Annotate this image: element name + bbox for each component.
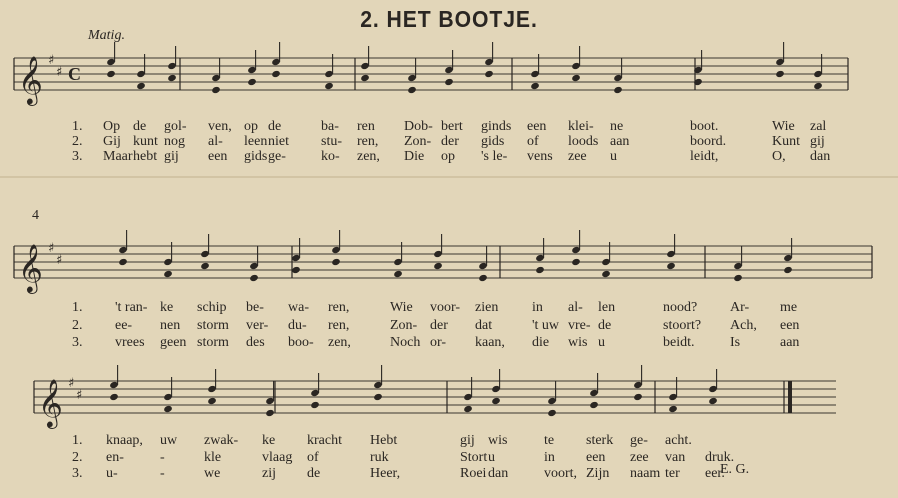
verse-number: 2. bbox=[72, 450, 83, 465]
lyric-syllable: ee- bbox=[115, 318, 133, 333]
note-head bbox=[478, 274, 488, 282]
lyric-syllable: gij bbox=[810, 134, 825, 149]
note-head bbox=[571, 258, 581, 266]
lyric-syllable: ke bbox=[262, 433, 276, 448]
verse-number: 2. bbox=[72, 318, 83, 333]
lyric-syllable: Maar bbox=[103, 149, 133, 164]
note-head bbox=[733, 274, 743, 282]
note-head bbox=[360, 74, 370, 82]
lyric-syllable: we bbox=[204, 466, 221, 481]
lyric-syllable: of bbox=[527, 134, 539, 149]
lyric-syllable: u- bbox=[106, 466, 118, 481]
lyric-syllable: uw bbox=[160, 433, 178, 448]
note-head bbox=[106, 70, 116, 78]
note-head bbox=[668, 405, 678, 413]
verse-number: 1. bbox=[72, 433, 83, 448]
sharp-icon: ♯ bbox=[68, 376, 75, 391]
note-head bbox=[571, 74, 581, 82]
music-staff-3 bbox=[0, 375, 898, 425]
lyric-syllable: nen bbox=[160, 318, 181, 333]
lyric-syllable: aan bbox=[610, 134, 630, 149]
lyric-syllable: boo- bbox=[288, 335, 314, 350]
lyric-syllable: Wie bbox=[390, 300, 413, 315]
lyric-syllable: loods bbox=[568, 134, 599, 149]
lyric-syllable: zwak- bbox=[204, 433, 239, 448]
note-head bbox=[118, 258, 128, 266]
verse-number: 3. bbox=[72, 466, 83, 481]
lyric-syllable: boord. bbox=[690, 134, 727, 149]
lyric-syllable: kle bbox=[204, 450, 222, 465]
lyric-syllable: Ach, bbox=[730, 318, 757, 333]
lyric-syllable: ren, bbox=[328, 300, 350, 315]
measure-number: 4 bbox=[32, 208, 39, 223]
note-head bbox=[211, 86, 221, 94]
lyric-syllable: Die bbox=[404, 149, 425, 164]
sharp-icon: ♯ bbox=[48, 53, 55, 68]
lyric-syllable: Zijn bbox=[586, 466, 610, 481]
lyric-syllable: aan bbox=[780, 335, 800, 350]
lyric-syllable: Stort bbox=[460, 450, 488, 465]
lyric-syllable: bert bbox=[441, 119, 463, 134]
note-head bbox=[589, 401, 599, 409]
lyric-syllable: wa- bbox=[288, 300, 309, 315]
lyric-syllable: niet bbox=[268, 134, 289, 149]
page-title: 2. HET BOOTJE. bbox=[360, 6, 538, 32]
lyric-syllable: de bbox=[268, 119, 282, 134]
lyric-syllable: ke bbox=[160, 300, 174, 315]
lyric-syllable: ruk bbox=[370, 450, 389, 465]
lyric-syllable: zien bbox=[475, 300, 499, 315]
lyric-syllable: gids bbox=[481, 134, 505, 149]
lyric-syllable: ren, bbox=[328, 318, 350, 333]
music-staff-1 bbox=[0, 52, 898, 102]
note-head bbox=[109, 393, 119, 401]
note-head bbox=[310, 401, 320, 409]
lyric-syllable: Heer, bbox=[370, 466, 401, 481]
lyric-syllable: storm bbox=[197, 335, 229, 350]
note-head bbox=[666, 262, 676, 270]
lyric-syllable: Kunt bbox=[772, 134, 800, 149]
lyric-syllable: een bbox=[586, 450, 606, 465]
lyric-syllable: Ar- bbox=[730, 300, 750, 315]
lyric-syllable: ge- bbox=[630, 433, 648, 448]
lyric-syllable: ne bbox=[610, 119, 624, 134]
lyric-syllable: al- bbox=[208, 134, 223, 149]
verse-number: 2. bbox=[72, 134, 83, 149]
note-head bbox=[265, 409, 275, 417]
note-head bbox=[163, 405, 173, 413]
lyric-syllable: Hebt bbox=[370, 433, 398, 448]
lyric-syllable: en- bbox=[106, 450, 124, 465]
lyric-syllable: voor- bbox=[430, 300, 461, 315]
lyric-syllable: al- bbox=[568, 300, 583, 315]
lyric-syllable: be- bbox=[246, 300, 264, 315]
lyric-syllable: wis bbox=[488, 433, 508, 448]
lyric-syllable: een bbox=[780, 318, 800, 333]
lyric-syllable: vre- bbox=[568, 318, 591, 333]
lyric-syllable: ginds bbox=[481, 119, 512, 134]
note-head bbox=[484, 70, 494, 78]
note-head bbox=[601, 270, 611, 278]
lyric-syllable: stu- bbox=[321, 134, 342, 149]
author-initials: E. G. bbox=[720, 462, 750, 477]
time-signature: C bbox=[68, 64, 81, 84]
tempo-marking: Matig. bbox=[88, 28, 125, 43]
lyric-syllable: len bbox=[598, 300, 616, 315]
note-head bbox=[136, 82, 146, 90]
lyric-syllable: storm bbox=[197, 318, 229, 333]
lyric-syllable: des bbox=[246, 335, 265, 350]
verse-number: 3. bbox=[72, 149, 83, 164]
lyric-syllable: vrees bbox=[115, 335, 145, 350]
lyric-syllable: naam bbox=[630, 466, 661, 481]
lyric-syllable: zee bbox=[568, 149, 587, 164]
lyric-syllable: Zon- bbox=[390, 318, 418, 333]
lyric-syllable: du- bbox=[288, 318, 307, 333]
lyric-syllable: ven, bbox=[208, 119, 232, 134]
sharp-icon: ♯ bbox=[56, 253, 63, 268]
lyric-syllable: van bbox=[665, 450, 686, 465]
lyric-syllable: u bbox=[598, 335, 605, 350]
lyric-syllable: O, bbox=[772, 149, 786, 164]
lyric-syllable: nood? bbox=[663, 300, 698, 315]
verse-number: 1. bbox=[72, 300, 83, 315]
lyric-syllable: te bbox=[544, 433, 555, 448]
lyric-syllable: vlaag bbox=[262, 450, 293, 465]
lyric-syllable: schip bbox=[197, 300, 227, 315]
lyric-syllable: acht. bbox=[665, 433, 692, 448]
lyric-syllable: der bbox=[430, 318, 448, 333]
lyric-syllable: gij bbox=[164, 149, 179, 164]
lyric-syllable: de bbox=[133, 119, 147, 134]
lyric-syllable: wis bbox=[568, 335, 588, 350]
lyric-syllable: op bbox=[441, 149, 455, 164]
lyric-syllable: kunt bbox=[133, 134, 158, 149]
note-head bbox=[373, 393, 383, 401]
lyric-syllable: voort, bbox=[544, 466, 578, 481]
note-head bbox=[535, 266, 545, 274]
note-head bbox=[633, 393, 643, 401]
sharp-icon: ♯ bbox=[76, 388, 83, 403]
lyric-syllable: ba- bbox=[321, 119, 339, 134]
note-head bbox=[444, 78, 454, 86]
page-divider bbox=[0, 176, 898, 178]
lyric-syllable: de bbox=[307, 466, 321, 481]
sharp-icon: ♯ bbox=[48, 241, 55, 256]
lyric-syllable: Zon- bbox=[404, 134, 432, 149]
lyric-syllable: boot. bbox=[690, 119, 719, 134]
lyric-syllable: zee bbox=[630, 450, 649, 465]
note-head bbox=[393, 270, 403, 278]
note-head bbox=[291, 266, 301, 274]
lyric-syllable: ter bbox=[665, 466, 680, 481]
lyric-syllable: een bbox=[527, 119, 547, 134]
lyric-syllable: of bbox=[307, 450, 319, 465]
lyric-syllable: een bbox=[208, 149, 228, 164]
lyric-syllable: u bbox=[610, 149, 617, 164]
lyric-syllable: ver- bbox=[246, 318, 269, 333]
lyric-syllable: Roei bbox=[460, 466, 487, 481]
lyric-syllable: gij bbox=[460, 433, 475, 448]
note-head bbox=[163, 270, 173, 278]
lyric-syllable: Op bbox=[103, 119, 121, 134]
lyric-syllable: dat bbox=[475, 318, 493, 333]
note-head bbox=[491, 397, 501, 405]
note-head bbox=[407, 86, 417, 94]
lyric-syllable: leen bbox=[244, 134, 268, 149]
lyric-syllable: stoort? bbox=[663, 318, 702, 333]
note-head bbox=[167, 74, 177, 82]
verse-number: 1. bbox=[72, 119, 83, 134]
note-head bbox=[207, 397, 217, 405]
treble-clef-icon: 𝄞 bbox=[18, 55, 43, 104]
lyric-syllable: Noch bbox=[390, 335, 421, 350]
sharp-icon: ♯ bbox=[56, 65, 63, 80]
lyric-syllable: druk. bbox=[705, 450, 735, 465]
lyric-syllable: nog bbox=[164, 134, 185, 149]
lyric-syllable: zij bbox=[262, 466, 276, 481]
lyric-syllable: 't ran- bbox=[115, 300, 148, 315]
lyric-syllable: eer. bbox=[705, 466, 725, 481]
lyric-syllable: kaan, bbox=[475, 335, 505, 350]
note-head bbox=[530, 82, 540, 90]
lyric-syllable: gids bbox=[244, 149, 268, 164]
lyric-syllable: 't uw bbox=[532, 318, 560, 333]
lyric-syllable: Dob- bbox=[404, 119, 433, 134]
note-head bbox=[249, 274, 259, 282]
music-staff-2 bbox=[0, 240, 898, 290]
lyric-syllable: de bbox=[598, 318, 612, 333]
note-head bbox=[331, 258, 341, 266]
lyric-syllable: 's le- bbox=[481, 149, 508, 164]
lyric-syllable: zal bbox=[810, 119, 827, 134]
note-head bbox=[324, 82, 334, 90]
note-head bbox=[200, 262, 210, 270]
lyric-syllable: sterk bbox=[586, 433, 614, 448]
lyric-syllable: vens bbox=[527, 149, 553, 164]
lyric-syllable: ko- bbox=[321, 149, 340, 164]
lyric-syllable: Wie bbox=[772, 119, 795, 134]
treble-clef-icon: 𝄞 bbox=[18, 243, 43, 292]
note-head bbox=[547, 409, 557, 417]
lyric-syllable: beidt. bbox=[663, 335, 695, 350]
note-head bbox=[783, 266, 793, 274]
lyric-syllable: knaap, bbox=[106, 433, 143, 448]
lyric-syllable: ren, bbox=[357, 134, 379, 149]
note-head bbox=[247, 78, 257, 86]
lyric-syllable: u bbox=[488, 450, 495, 465]
lyric-syllable: leidt, bbox=[690, 149, 719, 164]
lyric-syllable: zen, bbox=[357, 149, 380, 164]
note-head bbox=[813, 82, 823, 90]
lyric-syllable: or- bbox=[430, 335, 447, 350]
lyric-syllable: in bbox=[544, 450, 555, 465]
note-head bbox=[613, 86, 623, 94]
note-head bbox=[708, 397, 718, 405]
lyric-syllable: zen, bbox=[328, 335, 351, 350]
lyric-syllable: dan bbox=[810, 149, 831, 164]
lyric-syllable: geen bbox=[160, 335, 187, 350]
verse-number: 3. bbox=[72, 335, 83, 350]
lyric-syllable: ge- bbox=[268, 149, 286, 164]
lyric-syllable: kracht bbox=[307, 433, 342, 448]
lyric-syllable: dan bbox=[488, 466, 509, 481]
lyric-syllable: der bbox=[441, 134, 459, 149]
lyric-syllable: in bbox=[532, 300, 543, 315]
lyric-syllable: me bbox=[780, 300, 798, 315]
note-head bbox=[433, 262, 443, 270]
lyric-syllable: Is bbox=[730, 335, 741, 350]
lyric-syllable: op bbox=[244, 119, 258, 134]
lyric-syllable: Gij bbox=[103, 134, 121, 149]
note-head bbox=[775, 70, 785, 78]
lyric-syllable: hebt bbox=[133, 149, 158, 164]
treble-clef-icon: 𝄞 bbox=[38, 378, 63, 427]
lyric-syllable: - bbox=[160, 450, 165, 465]
note-head bbox=[463, 405, 473, 413]
lyric-syllable: ren bbox=[357, 119, 375, 134]
lyric-syllable: klei- bbox=[568, 119, 594, 134]
lyric-syllable: die bbox=[532, 335, 550, 350]
lyric-syllable: - bbox=[160, 466, 165, 481]
lyric-syllable: gol- bbox=[164, 119, 187, 134]
note-head bbox=[271, 70, 281, 78]
